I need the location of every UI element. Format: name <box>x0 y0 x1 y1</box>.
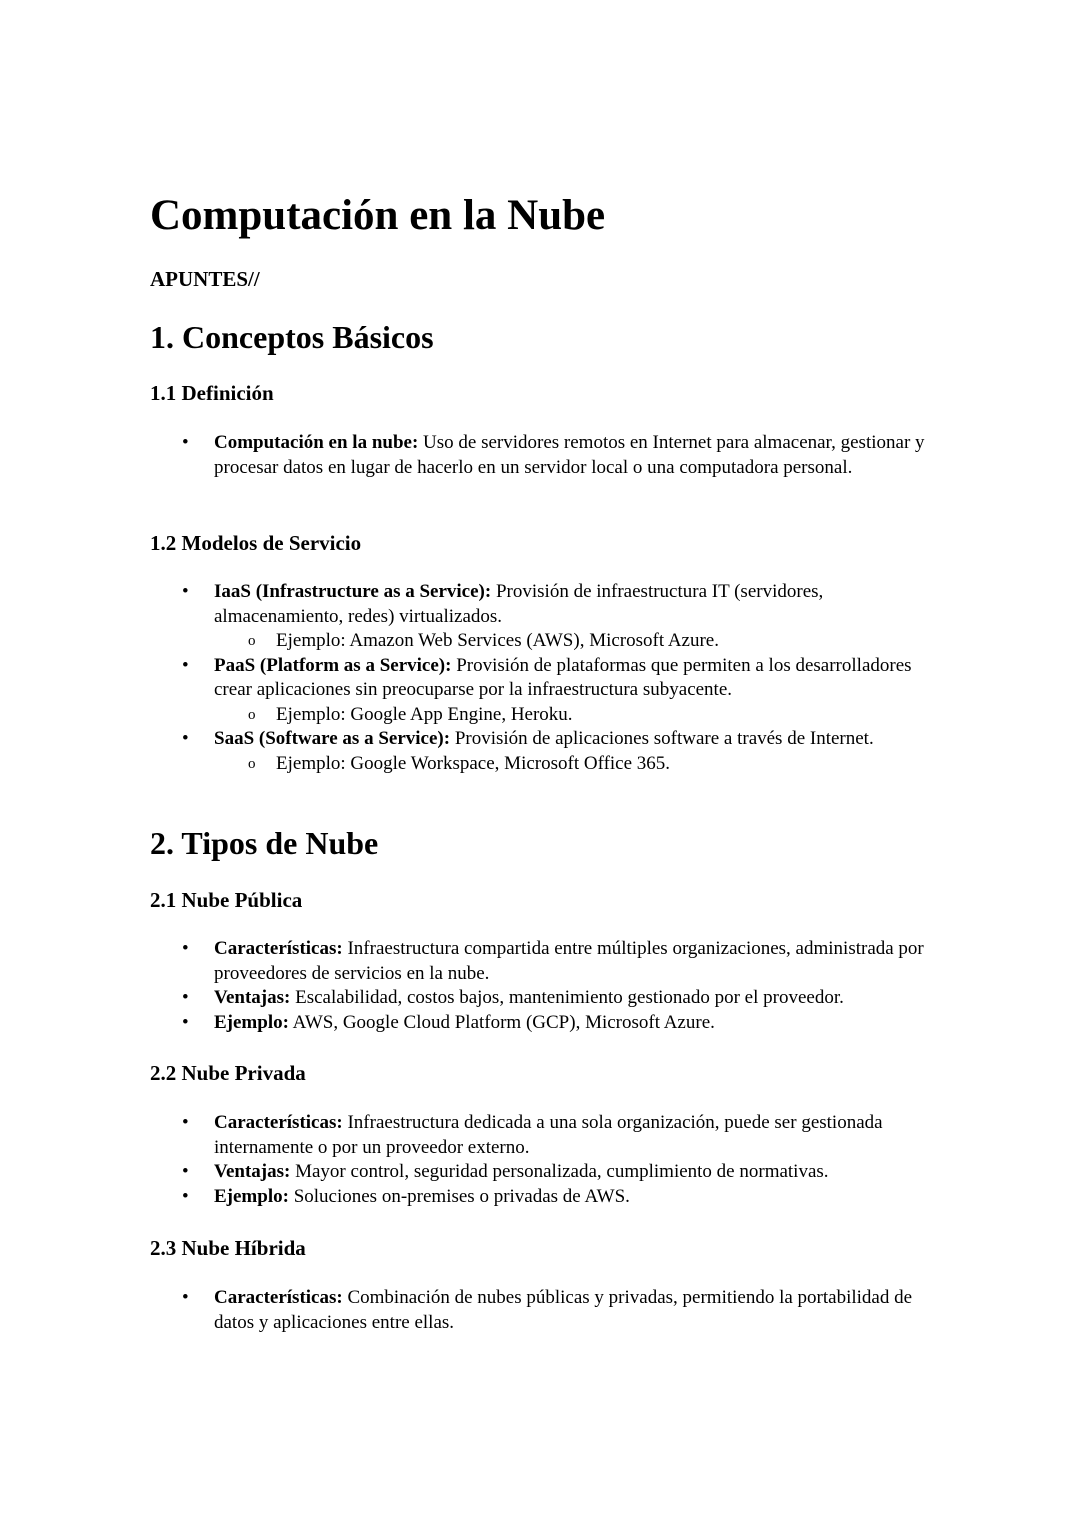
document-subtitle: APUNTES// <box>150 267 260 291</box>
list-item <box>150 937 940 986</box>
item-text: Provisión de plataformas que permiten a los desarrolladores crear aplicaciones sin preocuparse por la infraestructura subyacente. <box>214 654 912 700</box>
subsection-1-2-heading: 1.2 Modelos de Servicio <box>150 531 362 555</box>
list-item <box>150 431 940 480</box>
public-cloud-list <box>150 937 940 1035</box>
item-text: Escalabilidad, costos bajos, mantenimiento gestionado por el proveedor. <box>290 987 844 1008</box>
subsection-2-3-heading: 2.3 Nube Híbrida <box>150 1236 306 1260</box>
item-term: PaaS (Platform as a Service): <box>214 654 452 676</box>
list-item <box>150 1111 940 1160</box>
item-text: Infraestructura dedicada a una sola organización, puede ser gestionada internamente o por un proveedor externo. <box>214 1112 883 1158</box>
item-term: Características: <box>214 1112 343 1133</box>
item-term: Ventajas: <box>214 987 291 1008</box>
item-term: IaaS (Infrastructure as a Service): <box>214 581 492 602</box>
list-item <box>150 580 940 654</box>
hybrid-cloud-list <box>150 1286 940 1335</box>
item-text: Infraestructura compartida entre múltiples organizaciones, administrada por proveedores de servicios en la nube. <box>214 938 924 984</box>
item-term: Ventajas: <box>214 1161 291 1182</box>
item-term: Características: <box>214 938 343 959</box>
item-text: Provisión de aplicaciones software a través de Internet. <box>450 728 874 749</box>
item-text: Mayor control, seguridad personalizada, cumplimiento de normativas. <box>290 1161 829 1182</box>
list-item <box>150 654 940 728</box>
item-text: Uso de servidores remotos en Internet para almacenar, gestionar y procesar datos en lugar de hacerlo en un servidor local o una computadora personal. <box>214 432 925 478</box>
document-title: Computación en la Nube <box>150 192 606 239</box>
definition-list <box>150 431 940 480</box>
service-models-list <box>150 580 940 776</box>
list-item <box>150 1185 940 1210</box>
list-item <box>150 1160 940 1185</box>
example-sublist <box>214 752 940 777</box>
item-term: SaaS (Software as a Service): <box>214 728 451 749</box>
example-sublist <box>214 703 940 728</box>
item-text: AWS, Google Cloud Platform (GCP), Microsoft Azure. <box>288 1011 715 1033</box>
subsection-2-1-heading: 2.1 Nube Pública <box>150 888 303 912</box>
example-item: o Ejemplo: Google Workspace, Microsoft Office 365. <box>214 752 940 777</box>
item-term: Ejemplo: <box>214 1011 289 1033</box>
section-2-heading: 2. Tipos de Nube <box>150 825 379 861</box>
item-text: Provisión de infraestructura IT (servidores, almacenamiento, redes) virtualizados. <box>214 581 824 627</box>
list-item <box>150 1011 940 1036</box>
section-1-heading: 1. Conceptos Básicos <box>150 319 434 355</box>
item-term: Características: <box>214 1287 343 1308</box>
example-item: o Ejemplo: Google App Engine, Heroku. <box>214 703 940 728</box>
subsection-2-2-heading: 2.2 Nube Privada <box>150 1061 306 1085</box>
list-item <box>150 1286 940 1335</box>
list-item <box>150 986 940 1011</box>
private-cloud-list <box>150 1111 940 1209</box>
item-term: Ejemplo: <box>214 1185 289 1207</box>
item-text: Soluciones on-premises o privadas de AWS. <box>288 1185 630 1207</box>
item-text: Combinación de nubes públicas y privadas, permitiendo la portabilidad de datos y aplicaciones entre ellas. <box>214 1287 913 1333</box>
list-item <box>150 727 940 776</box>
item-term: Computación en la nube: <box>214 432 419 453</box>
example-item: o Ejemplo: Amazon Web Services (AWS), Microsoft Azure. <box>214 629 940 654</box>
subsection-1-1-heading: 1.1 Definición <box>150 381 274 405</box>
example-sublist <box>214 629 940 654</box>
